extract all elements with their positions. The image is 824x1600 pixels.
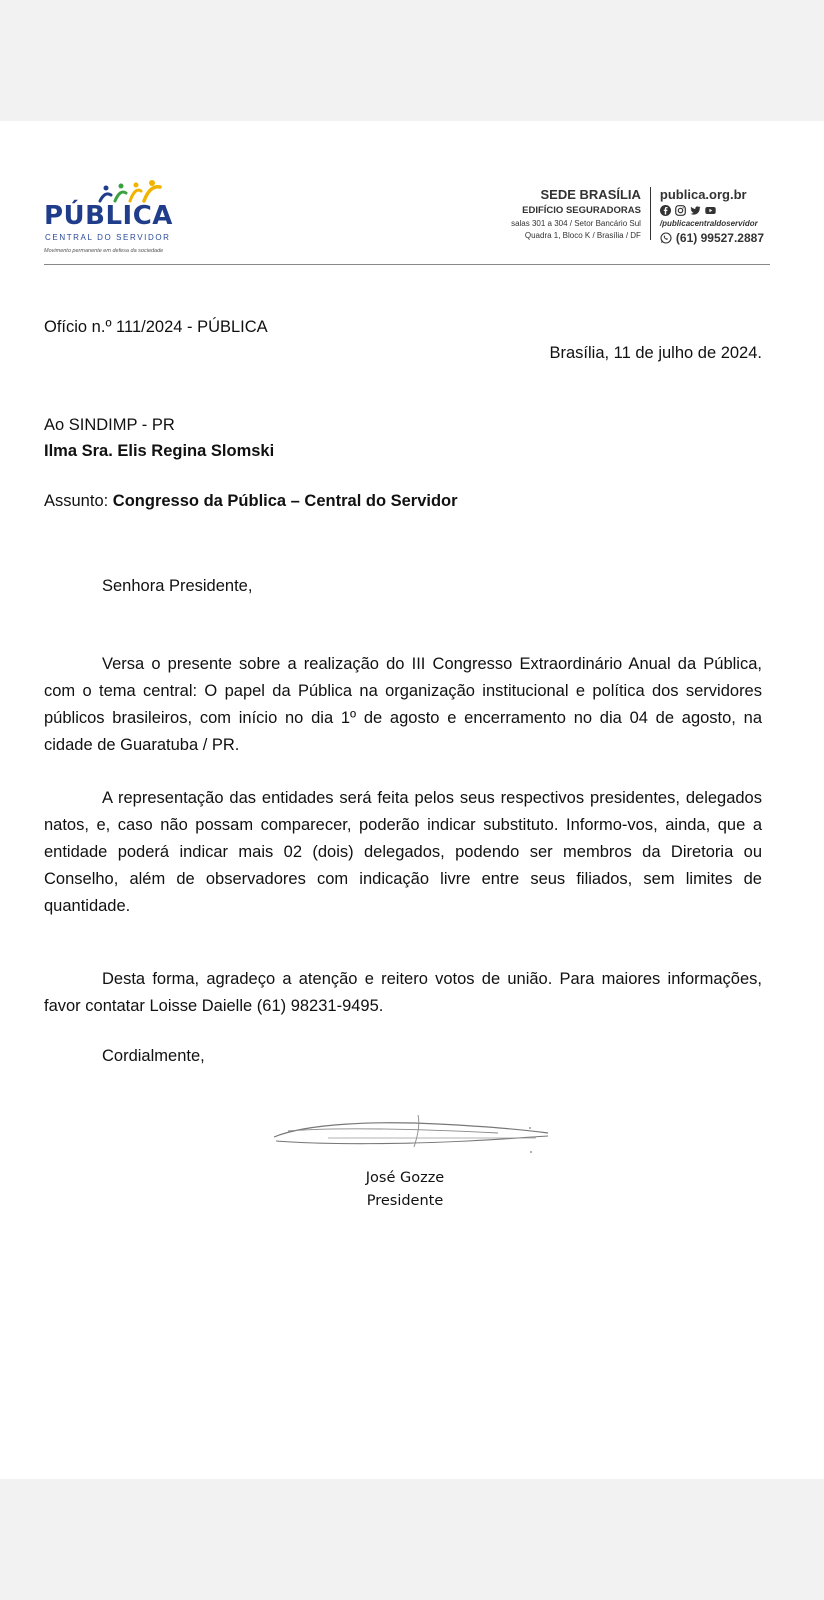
place-date: Brasília, 11 de julho de 2024.: [549, 344, 762, 362]
phone-text[interactable]: (61) 99527.2887: [675, 231, 764, 245]
publica-logo: [44, 179, 194, 257]
social-handle[interactable]: /publicacentraldoservidor: [659, 219, 758, 228]
letter-page: [0, 121, 824, 1479]
signer-name: José Gozze: [365, 1170, 445, 1186]
facebook-icon[interactable]: [660, 205, 671, 216]
paragraph-3: Desta forma, agradeço a atenção e reitero votos de união. Para maiores informações, favor contatar Loisse Daielle (61) 98231-9495.: [44, 970, 762, 1015]
header-divider: [44, 264, 770, 265]
address-line-1: salas 301 a 304 / Setor Bancário Sul: [511, 219, 641, 228]
logo-subtitle: CENTRAL DO SERVIDOR: [45, 233, 171, 242]
social-icons: [660, 205, 764, 216]
header-contact: [511, 187, 764, 245]
logo-tagline: Movimento permanente em defesa da sociedade: [44, 248, 164, 254]
salutation: Senhora Presidente,: [102, 577, 253, 595]
address-line-2: Quadra 1, Bloco K / Brasília / DF: [524, 231, 641, 240]
youtube-icon[interactable]: [705, 205, 716, 216]
contact-block: [651, 187, 764, 245]
website-link[interactable]: publica.org.br: [659, 187, 747, 202]
logo-wordmark: PÚBLICA: [44, 201, 173, 231]
paragraph-1: Versa o presente sobre a realização do III Congresso Extraordinário Anual da Pública, com o tema central: O papel da Pública na organização institucional e política dos servidores públicos brasileiros, com início no dia 1º de agosto e encerramento no dia 04 de agosto, na cidade de Guaratuba / PR.: [44, 655, 762, 754]
recipient-org: Ao SINDIMP - PR: [44, 416, 175, 434]
twitter-icon[interactable]: [690, 205, 701, 216]
document-reference: Ofício n.º 111/2024 - PÚBLICA: [44, 318, 268, 336]
instagram-icon[interactable]: [675, 205, 686, 216]
recipient-name: Ilma Sra. Elis Regina Slomski: [44, 442, 275, 460]
building-name: EDIFÍCIO SEGURADORAS: [522, 205, 641, 216]
whatsapp-icon: [660, 232, 672, 244]
signature-scribble: [268, 1111, 558, 1161]
address-block: [511, 187, 651, 240]
phone-number: [660, 231, 764, 245]
closing: Cordialmente,: [102, 1047, 205, 1065]
subject-text: Congresso da Pública – Central do Servidor: [112, 492, 458, 510]
office-title: SEDE BRASÍLIA: [540, 187, 641, 202]
paragraph-2: A representação das entidades será feita pelos seus respectivos presidentes, delegados natos, e, caso não possam comparecer, poderão indicar substituto. Informo-vos, ainda, que a entidade poderá indicar mais 02 (dois) delegados, podendo ser membros da Diretoria ou Conselho, além de observadores com indicação livre entre seus filiados, sem limites de quantidade.: [44, 789, 762, 915]
signer-title: Presidente: [366, 1193, 444, 1209]
subject-label: Assunto:: [44, 492, 113, 510]
subject-line: [44, 490, 458, 512]
